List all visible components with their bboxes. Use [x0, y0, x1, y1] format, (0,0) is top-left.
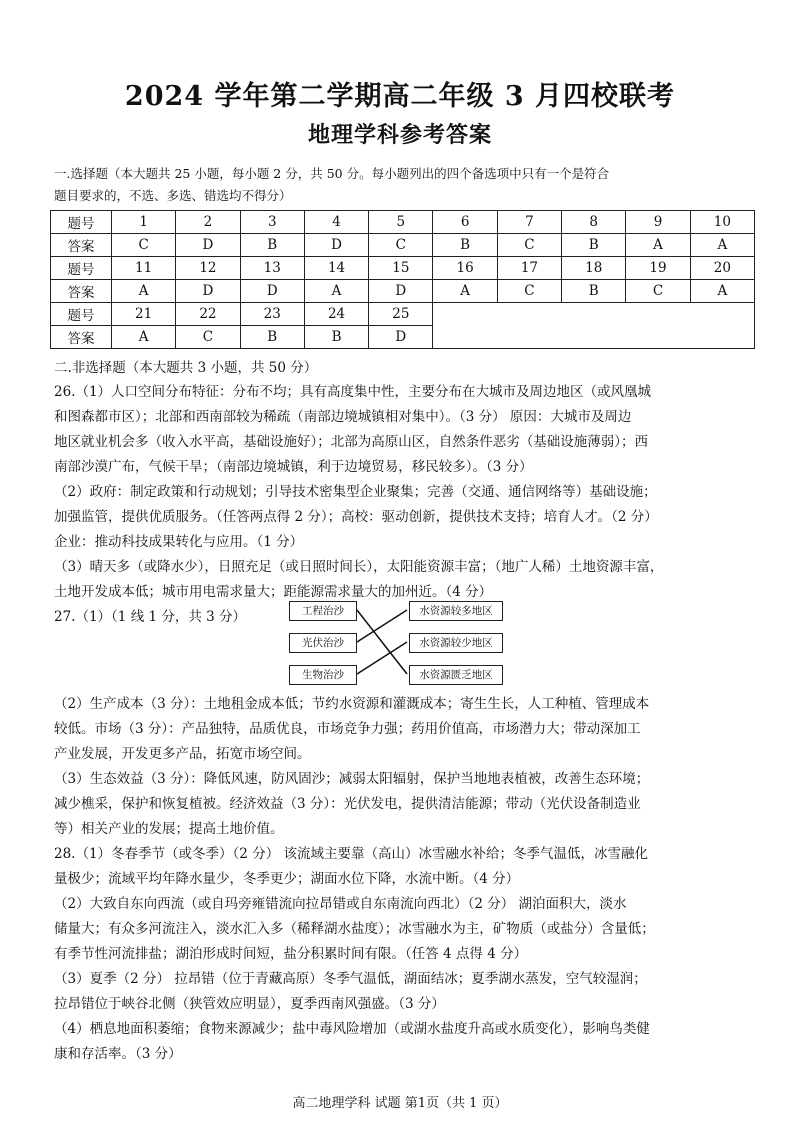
q26-line4: 南部沙漠广布，气候干旱；（南部边境城镇，利于边境贸易，移民较多）。（3 分） — [54, 459, 533, 475]
left-box-photovoltaic: 光伏治沙 — [289, 633, 357, 653]
answer-cell: D — [240, 280, 304, 303]
page-footer: 高二地理学科 试题 第1页（共 1 页） — [292, 1096, 508, 1111]
question-number: 16 — [433, 257, 497, 280]
q27-line2: （2）生产成本（3 分）：土地租金成本低；节约水资源和灌溉成本；寄生生长，人工种植、管理成本 — [54, 696, 650, 712]
question-number: 21 — [112, 303, 176, 326]
answer-cell: B — [562, 234, 626, 257]
q28-line6: （3）夏季（2 分） 拉昂错（位于青藏高原）冬季气温低，湖面结冰；夏季湖水蒸发，空气较湿润； — [54, 971, 647, 987]
question-number: 8 — [562, 211, 626, 234]
table-row — [51, 280, 755, 303]
answer-cell: A — [690, 234, 754, 257]
answer-cell: C — [626, 280, 690, 303]
left-box-biological: 生物治沙 — [289, 665, 357, 685]
question-number: 22 — [176, 303, 240, 326]
table-row — [51, 234, 755, 257]
answer-cell: D — [176, 234, 240, 257]
q26-line7: 企业：推动科技成果转化与应用。（1 分） — [54, 534, 304, 550]
q27-line6: 减少樵采，保护和恢复植被。经济效益（3 分）：光伏发电，提供清洁能源；带动（光伏设备制造业 — [54, 796, 641, 812]
table-row — [51, 303, 755, 326]
q26-line8: （3）晴天多（或降水少），日照充足（或日照时间长），太阳能资源丰富；（地广人稀）土地资源丰富， — [54, 559, 664, 575]
matching-diagram — [287, 598, 505, 688]
match-line-biological — [357, 642, 407, 674]
question-number: 14 — [304, 257, 368, 280]
question-number: 2 — [176, 211, 240, 234]
question-number: 24 — [304, 303, 368, 326]
question-label: 题号 — [51, 257, 112, 280]
question-number: 5 — [369, 211, 433, 234]
empty-cell — [433, 303, 755, 349]
question-number: 15 — [369, 257, 433, 280]
question-number: 4 — [304, 211, 368, 234]
match-line-photovoltaic — [357, 610, 407, 642]
answer-label: 答案 — [51, 280, 112, 303]
question-number: 6 — [433, 211, 497, 234]
answer-cell: B — [240, 326, 304, 349]
answer-cell: B — [562, 280, 626, 303]
question-number: 18 — [562, 257, 626, 280]
q28-line1: 28.（1）冬春季节（或冬季）（2 分） 该流域主要靠（高山）冰雪融水补给；冬季气温低，冰雪融化 — [54, 846, 648, 862]
q26-line9: 土地开发成本低；城市用电需求量大；距能源需求量大的加州近。（4 分） — [54, 584, 493, 600]
right-box-scarce-water: 水资源匮乏地区 — [409, 665, 503, 685]
question-number: 25 — [369, 303, 433, 326]
page-title: 2024 学年第二学期高二年级 3 月四校联考 — [124, 81, 676, 112]
answer-cell: A — [626, 234, 690, 257]
table-row — [51, 211, 755, 234]
question-label: 题号 — [51, 211, 112, 234]
answer-cell: B — [240, 234, 304, 257]
question-number: 1 — [112, 211, 176, 234]
question-number: 19 — [626, 257, 690, 280]
question-number: 23 — [240, 303, 304, 326]
answer-cell: D — [369, 326, 433, 349]
right-box-more-water: 水资源较多地区 — [409, 601, 503, 621]
q28-line2: 量极少；流域平均年降水量少，冬季更少；湖面水位下降，水流中断。（4 分） — [54, 871, 520, 887]
answer-cell: D — [369, 280, 433, 303]
question-number: 11 — [112, 257, 176, 280]
q28-line9: 康和存活率。（3 分） — [54, 1046, 182, 1062]
q27-line1: 27.（1）（1 线 1 分，共 3 分） — [54, 609, 247, 625]
left-box-engineering: 工程治沙 — [289, 601, 357, 621]
answer-cell: B — [304, 326, 368, 349]
question-number: 12 — [176, 257, 240, 280]
question-number: 10 — [690, 211, 754, 234]
q26-line2: 和图森都市区）；北部和西南部较为稀疏（南部边境城镇相对集中）。（3 分） 原因：大城市及周边 — [54, 409, 632, 425]
q27-line4: 产业发展，开发更多产品，拓宽市场空间。 — [54, 746, 311, 762]
answer-cell: A — [112, 280, 176, 303]
answer-cell: A — [304, 280, 368, 303]
answer-cell: C — [176, 326, 240, 349]
q28-line8: （4）栖息地面积萎缩；食物来源减少；盐中毒风险增加（或湖水盐度升高或水质变化），影响鸟类健 — [54, 1021, 650, 1037]
answer-cell: A — [690, 280, 754, 303]
answer-table — [50, 210, 755, 349]
answer-cell: A — [112, 326, 176, 349]
q27-line5: （3）生态效益（3 分）：降低风速，防风固沙；减弱太阳辐射，保护当地地表植被，改善生态环境； — [54, 771, 650, 787]
answer-label: 答案 — [51, 326, 112, 349]
answer-cell: C — [112, 234, 176, 257]
right-box-less-water: 水资源较少地区 — [409, 633, 503, 653]
answer-cell: A — [433, 280, 497, 303]
section1-heading-line1: 一.选择题（本大题共 25 小题，每小题 2 分，共 50 分。每小题列出的四个备选项中只有一个是符合 — [54, 166, 610, 181]
answer-cell: C — [369, 234, 433, 257]
q27-line7: 等）相关产业的发展；提高土地价值。 — [54, 821, 284, 837]
answer-cell: C — [497, 280, 561, 303]
page-subtitle: 地理学科参考答案 — [307, 122, 492, 148]
q28-line5: 有季节性河流排盐；湖泊形成时间短，盐分积累时间有限。（任答 4 点得 4 分） — [54, 946, 528, 962]
question-number: 3 — [240, 211, 304, 234]
answer-cell: C — [497, 234, 561, 257]
question-label: 题号 — [51, 303, 112, 326]
q28-line3: （2）大致自东向西流（或自玛旁雍错流向拉昂错或自东南流向西北）（2 分） 湖泊面积大，淡水 — [54, 896, 627, 912]
question-number: 17 — [497, 257, 561, 280]
answer-cell: D — [176, 280, 240, 303]
q27-line3: 较低。市场（3 分）：产品独特，品质优良，市场竞争力强；药用价值高，市场潜力大；带动深加工 — [54, 721, 641, 737]
q26-line6: 加强监管，提供优质服务。（任答两点得 2 分）；高校：驱动创新，提供技术支持；培育人才。（2 分） — [54, 509, 658, 525]
question-number: 13 — [240, 257, 304, 280]
match-line-engineering — [357, 610, 407, 674]
section2-heading: 二.非选择题（本大题共 3 小题，共 50 分） — [54, 360, 318, 376]
q26-line3: 地区就业机会多（收入水平高，基础设施好）；北部为高原山区，自然条件恶劣（基础设施薄弱）；西 — [54, 434, 648, 450]
answer-label: 答案 — [51, 234, 112, 257]
q28-line7: 拉昂错位于峡谷北侧（狭管效应明显），夏季西南风强盛。（3 分） — [54, 996, 445, 1012]
question-number: 7 — [497, 211, 561, 234]
table-row — [51, 257, 755, 280]
answer-cell: D — [304, 234, 368, 257]
answer-cell: B — [433, 234, 497, 257]
q28-line4: 储量大；有众多河流注入，淡水汇入多（稀释湖水盐度）；冰雪融水为主，矿物质（或盐分）含量低； — [54, 921, 655, 937]
question-number: 20 — [690, 257, 754, 280]
q26-line5: （2）政府：制定政策和行动规划；引导技术密集型企业聚集；完善（交通、通信网络等）基础设施； — [54, 484, 657, 500]
q26-line1: 26.（1）人口空间分布特征：分布不均；具有高度集中性，主要分布在大城市及周边地区（或风凰城 — [54, 384, 652, 400]
section1-heading-line2: 题目要求的，不选、多选、错选均不得分） — [54, 188, 292, 203]
question-number: 9 — [626, 211, 690, 234]
